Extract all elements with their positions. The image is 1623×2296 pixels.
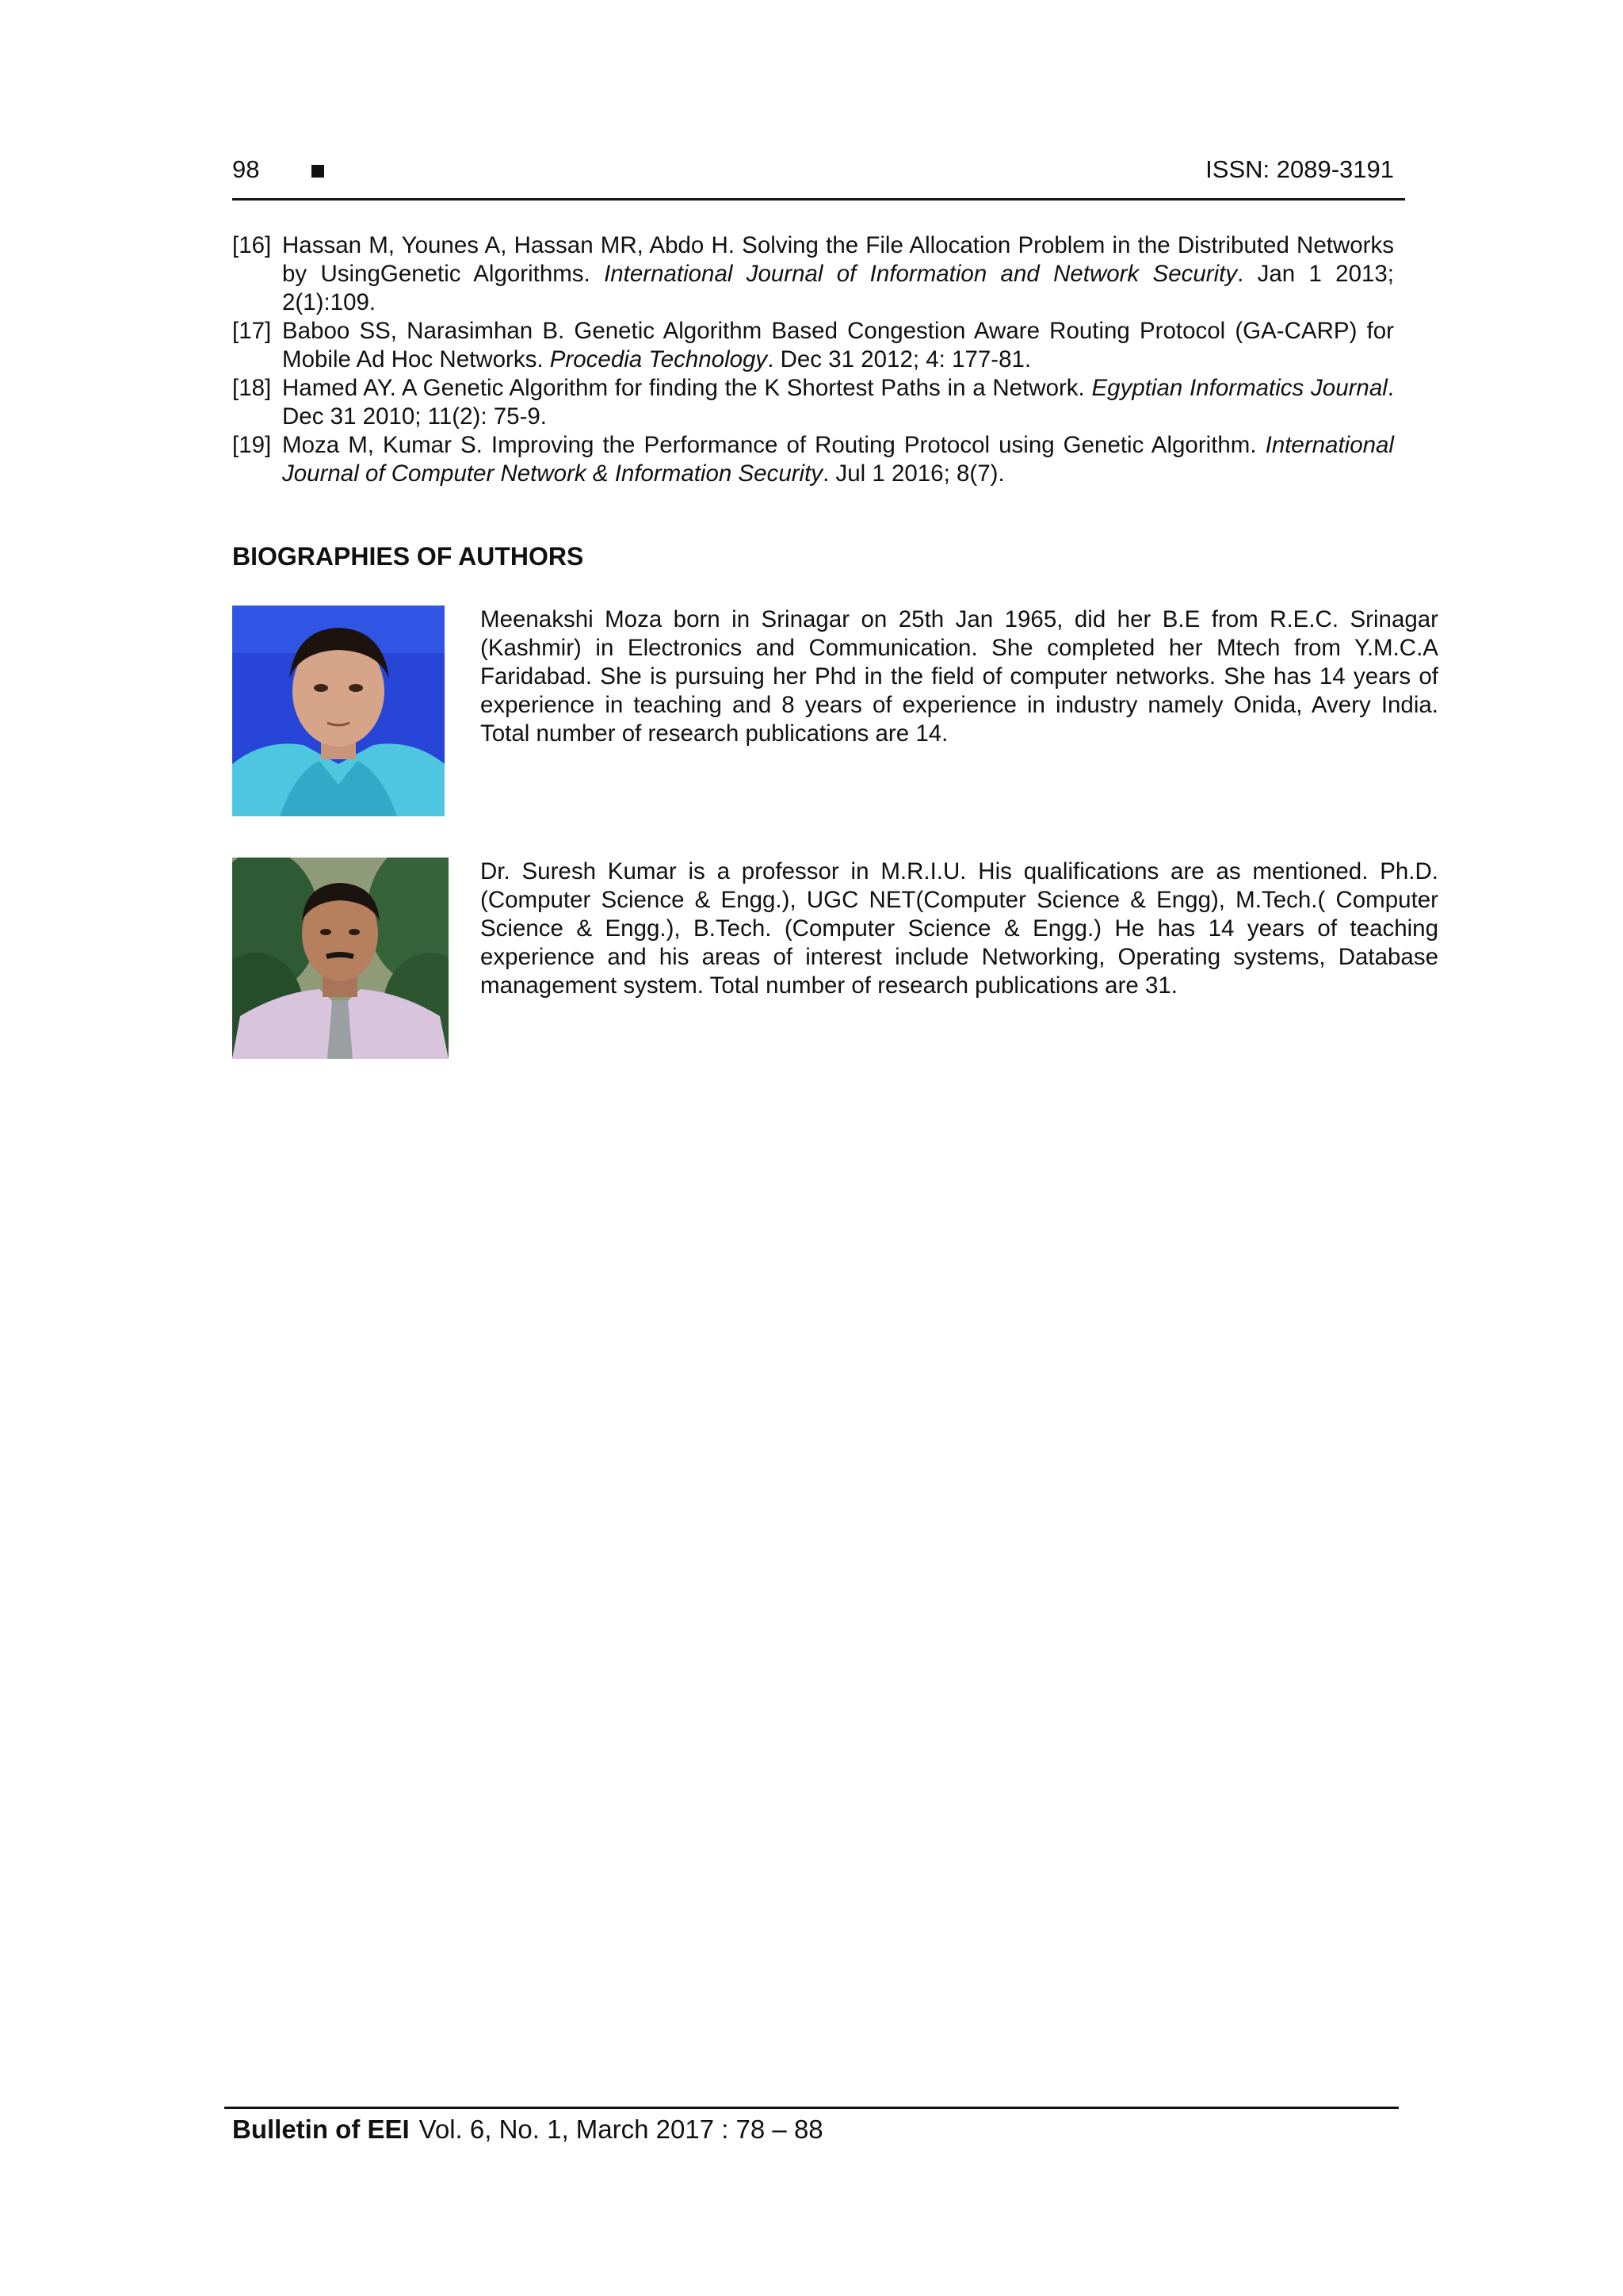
biographies-heading: BIOGRAPHIES OF AUTHORS (232, 542, 584, 571)
reference-list (232, 231, 1394, 488)
reference-journal: International Journal of Information and Network Security (604, 261, 1238, 287)
reference-number: [19] (232, 432, 272, 458)
reference-journal: Procedia Technology (549, 346, 768, 372)
reference-details: . Dec 31 2012; 4: 177-81. (767, 346, 1032, 372)
square-bullet-icon (311, 165, 324, 178)
reference-authors-title: Hassan M, Younes A, Hassan MR, Abdo H. Solving the File Allocation Problem in the Distributed Networks by UsingGenetic Algorithms. (282, 232, 1394, 287)
page-number: 98 (232, 155, 260, 183)
reference-item (232, 317, 1394, 374)
reference-authors-title: Hamed AY. A Genetic Algorithm for finding the K Shortest Paths in a Network. (282, 375, 1092, 401)
reference-number: [18] (232, 375, 272, 401)
reference-number: [16] (232, 232, 272, 258)
author-photo-meenakshi-moza (232, 606, 445, 816)
reference-details: . Jul 1 2016; 8(7). (823, 460, 1005, 487)
portrait-woman-image (232, 606, 445, 816)
portrait-man-image (232, 858, 449, 1059)
reference-details: . Jan 1 2013; 2(1):109. (282, 261, 1395, 315)
reference-authors-title: Baboo SS, Narasimhan B. Genetic Algorithm Based Congestion Aware Routing Protocol (GA-CARP) for Mobile Ad Hoc Networks. (282, 318, 1394, 372)
issn: ISSN: 2089-3191 (1205, 155, 1394, 183)
page-footer (232, 2115, 823, 2145)
reference-number: [17] (232, 318, 272, 344)
reference-journal: International Journal of Computer Network & Information Security (282, 432, 1394, 487)
footer-divider (224, 2107, 1399, 2109)
footer-journal-name: Bulletin of EEI (232, 2115, 410, 2144)
reference-item (232, 374, 1394, 431)
reference-details: . Dec 31 2010; 11(2): 75-9. (282, 375, 1394, 430)
reference-journal: Egyptian Informatics Journal (1091, 375, 1388, 401)
author-bio-meenakshi-moza: Meenakshi Moza born in Srinagar on 25th Jan 1965, did her B.E from R.E.C. Srinagar (Kashmir) in Electronics and Communication. She completed her Mtech from Y.M.C.A Faridabad. She is pursuing her Phd in the field of computer networks. She has 14 years of experience in teaching and 8 years of experience in industry namely Onida, Avery India. Total number of research publications are 14. (480, 606, 1438, 747)
reference-item (232, 431, 1394, 488)
reference-authors-title: Moza M, Kumar S. Improving the Performance of Routing Protocol using Genetic Algorithm. (282, 432, 1266, 458)
author-photo-suresh-kumar (232, 858, 449, 1059)
page-header (232, 152, 1405, 201)
footer-citation: Vol. 6, No. 1, March 2017 : 78 – 88 (418, 2115, 823, 2144)
author-bio-suresh-kumar: Dr. Suresh Kumar is a professor in M.R.I.U. His qualifications are as mentioned. Ph.D. (Computer Science & Engg.), UGC NET(Computer Science & Engg), M.Tech.( Computer Science & Engg.), B.Tech. (Computer Science & Engg.) He has 14 years of teaching experience and his areas of interest include Networking, Operating systems, Database management system. Total number of research publications are 31. (480, 858, 1438, 999)
reference-item (232, 231, 1394, 317)
